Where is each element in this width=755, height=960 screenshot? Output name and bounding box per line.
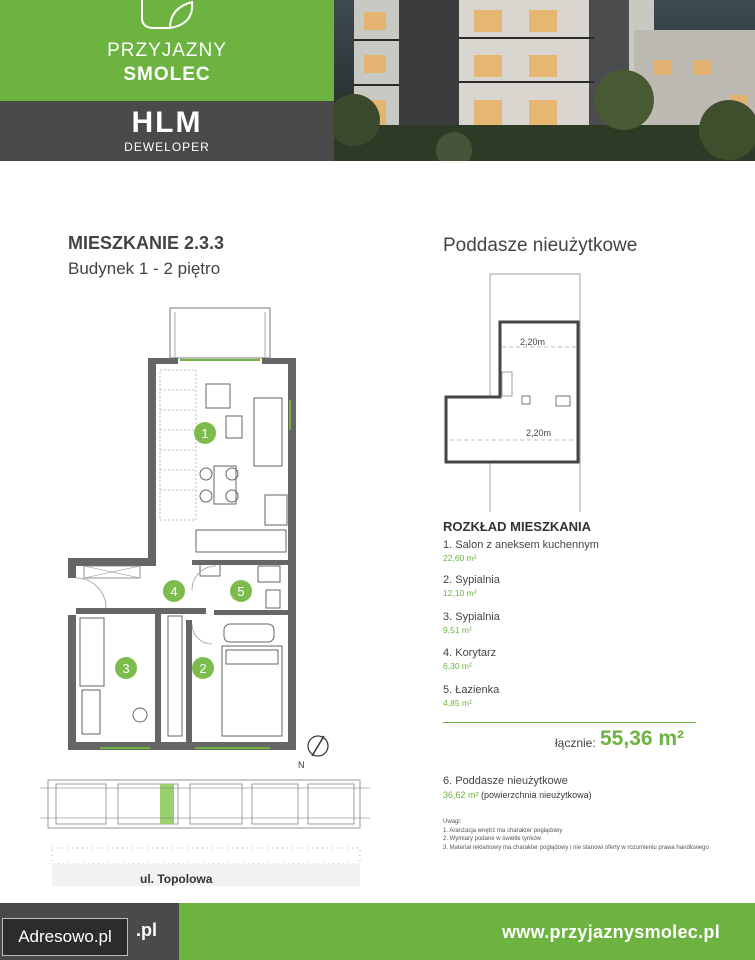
room-area: 4,85 m² bbox=[443, 698, 472, 708]
attic-area-note: (powierzchnia nieużytkowa) bbox=[481, 790, 592, 800]
attic-item-label: 6. Poddasze nieużytkowe bbox=[443, 775, 568, 787]
attic-plan bbox=[440, 272, 590, 512]
note-item: 3. Materiał reklamowy ma charakter poglądowy i nie stanowi oferty w rozumieniu prawa handlowego bbox=[443, 844, 709, 851]
developer-subtitle: DEWELOPER bbox=[124, 140, 210, 154]
attic-area-value: 36,62 m² bbox=[443, 790, 479, 800]
room-label: 2. Sypialnia bbox=[443, 574, 500, 586]
room-label: 1. Salon z aneksem kuchennym bbox=[443, 539, 599, 551]
total-value: 55,36 m² bbox=[600, 727, 685, 750]
room-area: 9,51 m² bbox=[443, 625, 472, 635]
room-area: 22,60 m² bbox=[443, 553, 477, 563]
attic-height-top: 2,20m bbox=[520, 337, 546, 347]
room-item bbox=[443, 574, 500, 598]
watermark-badge[interactable]: Adresowo.pl bbox=[2, 918, 128, 956]
apartment-title: MIESZKANIE 2.3.3 bbox=[68, 233, 225, 253]
rooms-list-title: ROZKŁAD MIESZKANIA bbox=[443, 519, 592, 534]
room-item bbox=[443, 684, 499, 708]
room-item bbox=[443, 539, 599, 563]
developer-logo: HLM bbox=[131, 106, 203, 139]
room-area: 12,10 m² bbox=[443, 588, 477, 598]
room-marker-2: 2 bbox=[199, 661, 207, 676]
attic-title: Poddasze nieużytkowe bbox=[443, 235, 638, 256]
note-item: 2. Wymiary podane w świetle tynków bbox=[443, 836, 541, 842]
notes bbox=[443, 818, 709, 852]
floor-plan bbox=[0, 290, 380, 900]
room-marker-4: 4 bbox=[170, 584, 178, 599]
total-label: łącznie: bbox=[555, 736, 596, 750]
room-label: 5. Łazienka bbox=[443, 684, 500, 696]
note-item: 1. Aranżacja wnętrz ma charakter poglądowy bbox=[443, 827, 563, 834]
website-link[interactable]: www.przyjaznysmolec.pl bbox=[502, 922, 720, 942]
attic-item-area bbox=[443, 790, 592, 800]
room-marker-1: 1 bbox=[201, 426, 209, 441]
brand-panel bbox=[0, 0, 334, 101]
leaf-logo-icon bbox=[140, 0, 196, 30]
total-divider bbox=[443, 722, 696, 723]
room-item bbox=[443, 647, 496, 671]
apartment-subtitle: Budynek 1 - 2 piętro bbox=[68, 259, 221, 278]
footer-left-tag: .pl bbox=[136, 920, 157, 940]
room-marker-5: 5 bbox=[237, 584, 245, 599]
room-area: 6,30 m² bbox=[443, 661, 472, 671]
brand-name-line1: PRZYJAZNY bbox=[107, 40, 227, 61]
room-label: 3. Sypialnia bbox=[443, 611, 500, 623]
notes-title: Uwagi: bbox=[443, 819, 462, 825]
building-photo bbox=[334, 0, 755, 161]
street-label: ul. Topolowa bbox=[140, 872, 213, 886]
room-item bbox=[443, 611, 500, 635]
north-label: N bbox=[298, 760, 305, 770]
brand-name-line2: SMOLEC bbox=[123, 64, 211, 85]
room-label: 4. Korytarz bbox=[443, 647, 497, 659]
attic-height-bottom: 2,20m bbox=[526, 428, 552, 438]
room-marker-3: 3 bbox=[122, 661, 130, 676]
